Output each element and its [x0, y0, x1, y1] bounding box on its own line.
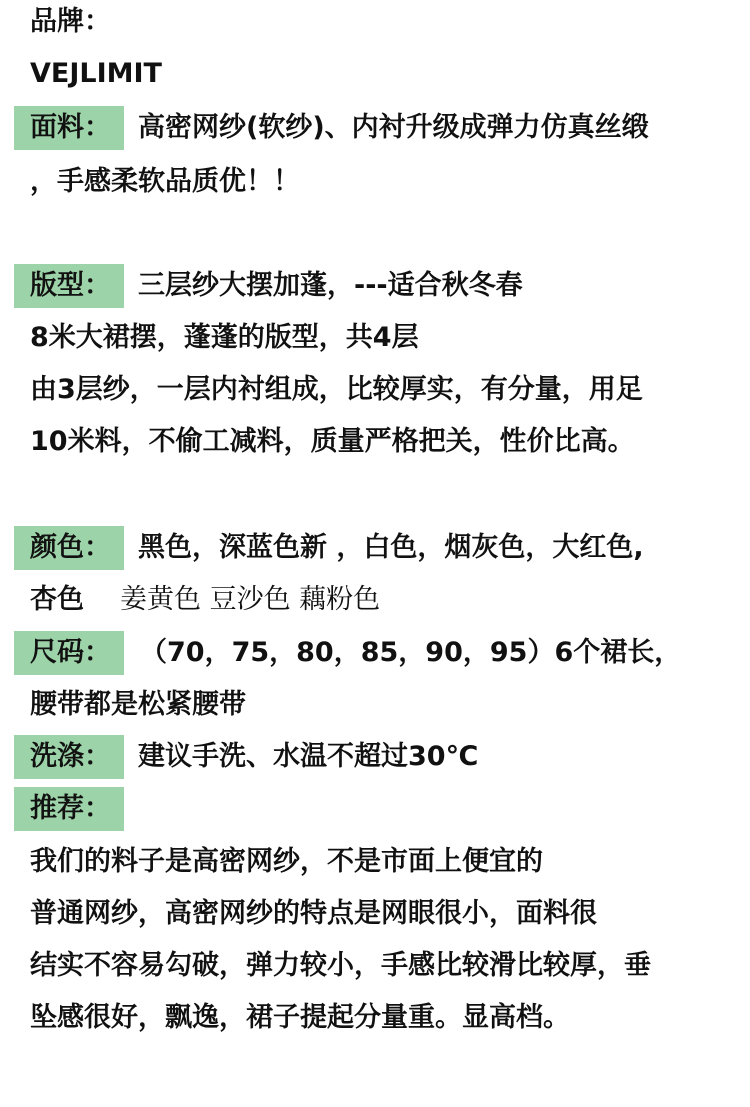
style-line-2: 8米大裙摆，蓬蓬的版型，共4层 — [30, 322, 419, 353]
wash-label: 洗涤： — [14, 735, 124, 779]
style-label: 版型： — [14, 264, 124, 308]
brand-label: 品牌： — [30, 6, 111, 37]
fabric-line-1: 高密网纱(软纱)、内衬升级成弹力仿真丝缎 — [138, 112, 649, 143]
recommend-label: 推荐： — [14, 787, 124, 831]
wash-value: 建议手洗、水温不超过30℃ — [138, 741, 479, 772]
style-line-1: 三层纱大摆加蓬，---适合秋冬春 — [138, 270, 523, 301]
recommend-line-1: 我们的料子是高密网纱，不是市面上便宜的 — [30, 846, 543, 877]
size-label: 尺码： — [14, 631, 124, 675]
color-line-1: 黑色，深蓝色新 ，白色，烟灰色，大红色, — [138, 532, 644, 563]
recommend-line-3: 结实不容易勾破，弹力较小，手感比较滑比较厚，垂 — [30, 950, 651, 981]
style-line-3: 由3层纱，一层内衬组成，比较厚实，有分量，用足 — [30, 374, 643, 405]
fabric-line-2: ，手感柔软品质优！！ — [30, 166, 300, 197]
color-line-2-bold: 杏色 — [30, 584, 84, 615]
recommend-line-2: 普通网纱，高密网纱的特点是网眼很小，面料很 — [30, 898, 597, 929]
color-line-2-light: 姜黄色 豆沙色 藕粉色 — [120, 584, 381, 615]
recommend-line-4: 坠感很好，飘逸，裙子提起分量重。显高档。 — [30, 1002, 570, 1033]
style-line-4: 10米料，不偷工减料，质量严格把关，性价比高。 — [30, 426, 635, 457]
brand-value: VEJLIMIT — [30, 58, 162, 89]
size-line-2: 腰带都是松紧腰带 — [30, 689, 246, 720]
fabric-label: 面料： — [14, 106, 124, 150]
size-line-1: （70，75，80，85，90，95）6个裙长， — [140, 637, 682, 668]
color-label: 颜色： — [14, 526, 124, 570]
